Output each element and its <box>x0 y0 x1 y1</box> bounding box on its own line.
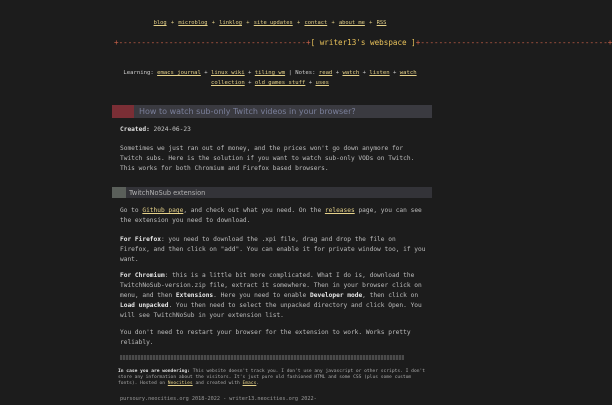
text: . You then need to select the unpacked directory and click Open. You will see TwitchNoSub in your extension list. <box>120 302 422 319</box>
separator: + <box>248 80 252 86</box>
link-tiling-wm[interactable]: tiling wm <box>254 70 286 76</box>
paragraph-firefox <box>120 235 426 265</box>
text: Go to <box>120 207 143 214</box>
emacs-link[interactable]: Emacs <box>242 381 257 386</box>
text: page, you can see the extension you need to download. <box>120 207 422 224</box>
text: . <box>256 381 260 386</box>
developer-mode-term: Developer mode <box>310 292 363 299</box>
separator: + <box>362 70 367 76</box>
separator: + <box>308 80 313 86</box>
footer: pursoury.neocities.org 2018-2022 - writer13.neocities.org 2022- <box>120 396 317 402</box>
post-title-bar <box>112 105 432 118</box>
top-navigation <box>0 20 540 26</box>
text: , and check out what you need. On the <box>183 207 325 214</box>
link-old-games-stuff[interactable]: old games stuff <box>254 80 306 86</box>
text: . Here you need to enable <box>213 292 311 299</box>
nav-link-blog[interactable]: blog <box>153 20 167 26</box>
text: : this is a little bit more complicated. What I do is, download the TwitchNoSub-version.zip file, extract it somewhere. Then in your browser click on menu, and then <box>120 272 422 299</box>
text: : you need to download the .xpi file, drag and drop the file on Firefox, and then click on "add". You can enable it for private window too, if you want. <box>120 236 426 263</box>
created-value: 2024-06-23 <box>153 126 191 133</box>
nav-separator: + <box>246 20 250 26</box>
site-banner <box>114 38 612 47</box>
link-listen[interactable]: listen <box>369 70 390 76</box>
learning-label: Learning: <box>123 70 154 76</box>
text: This website doesn't track you. I don't use any javascript or other scripts. I don't store any information about the visitors. It's just pure old fashioned HTML and some CSS (plus some custom fonts). Hosted on <box>118 369 426 386</box>
nav-separator: + <box>211 20 216 26</box>
post-title: How to watch sub-only Twitch videos in your browser? <box>139 107 356 116</box>
section-title: TwitchNoSub extension <box>129 189 206 197</box>
nav-link-about-me[interactable]: about me <box>338 20 365 26</box>
dotted-divider <box>120 355 404 360</box>
paragraph-chromium <box>120 271 426 321</box>
chromium-label: For Chromium <box>120 272 165 279</box>
separator: + <box>204 70 208 76</box>
link-watch-collection[interactable]: watch collection <box>211 70 417 86</box>
separator: + <box>248 70 252 76</box>
paragraph-download <box>120 206 426 226</box>
load-unpacked-term: Load unpacked <box>120 302 169 309</box>
banner-left-line: +-----------------------------------------+ <box>114 38 311 47</box>
releases-link[interactable]: releases <box>324 207 355 214</box>
paragraph-closing: You don't need to restart your browser for the extension to work. Works pretty reliably. <box>120 329 411 346</box>
section-header <box>112 187 432 198</box>
divider: | <box>288 70 292 76</box>
nav-separator: + <box>331 20 335 26</box>
firefox-label: For Firefox <box>120 236 161 243</box>
nav-link-site-updates[interactable]: site updates <box>253 20 293 26</box>
github-page-link[interactable]: Github page <box>142 207 184 214</box>
link-watch[interactable]: watch <box>342 70 360 76</box>
separator: + <box>393 70 397 76</box>
neocities-link[interactable]: Neocities <box>167 381 193 386</box>
privacy-notice <box>118 369 426 387</box>
notice-label: In case you are wondering: <box>118 369 190 374</box>
site-title[interactable]: [ writer13's webspace ] <box>310 38 416 47</box>
learning-notes-bar <box>112 68 428 88</box>
extensions-term: Extensions <box>175 292 214 299</box>
notes-label: Notes: <box>295 70 316 76</box>
nav-link-contact[interactable]: contact <box>304 20 328 26</box>
text: , then click on <box>362 292 419 299</box>
created-label: Created: <box>120 126 150 133</box>
separator: + <box>335 70 340 76</box>
text: and created with <box>192 381 243 386</box>
nav-separator: + <box>369 20 373 26</box>
link-emacs-journal[interactable]: emacs journal <box>157 70 201 76</box>
section-header-accent <box>112 187 126 198</box>
nav-link-microblog[interactable]: microblog <box>178 20 208 26</box>
nav-separator: + <box>170 20 175 26</box>
created-date <box>120 126 191 133</box>
nav-link-rss[interactable]: RSS <box>376 20 387 26</box>
link-read[interactable]: read <box>318 70 333 76</box>
link-linux-wiki[interactable]: linux wiki <box>210 70 245 76</box>
banner-right-line: +-----------------------------------------+ <box>415 38 612 47</box>
post-title-accent <box>112 105 134 118</box>
nav-link-linklog[interactable]: linklog <box>219 20 243 26</box>
nav-separator: + <box>296 20 301 26</box>
intro-paragraph: Sometimes we just ran out of money, and the prices won't go down anymore for Twitch subs. Here is the solution if you want to watch sub-only VODs on Twitch. This works for both Chromium and Firefox based browsers. <box>120 145 415 172</box>
link-uses[interactable]: uses <box>315 80 329 86</box>
